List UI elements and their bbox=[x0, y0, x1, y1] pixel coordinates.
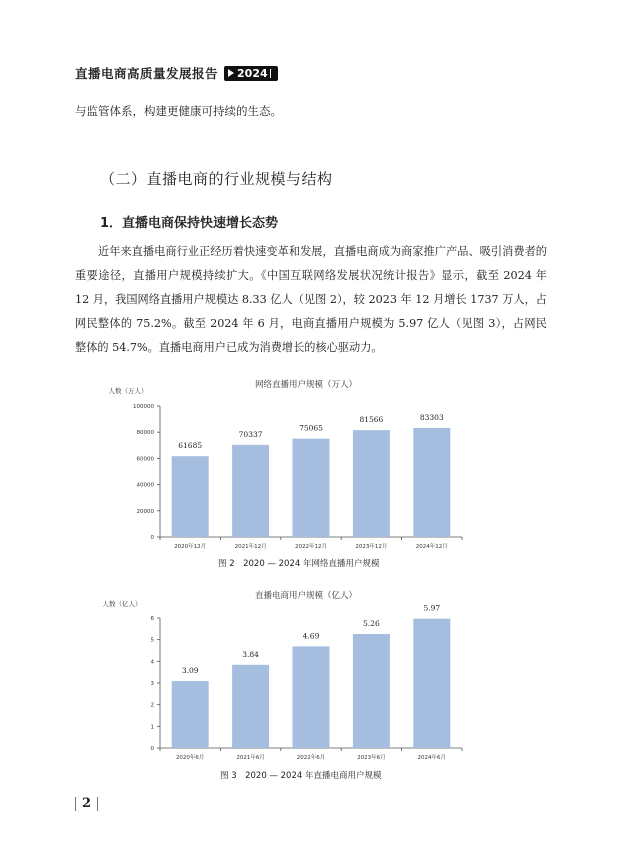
x-tick-label: 2022年12月 bbox=[295, 544, 327, 550]
divider bbox=[97, 797, 98, 811]
bar-value-label: 4.69 bbox=[302, 631, 320, 641]
bar-value-label: 61685 bbox=[178, 441, 203, 451]
x-tick-label: 2020年12月 bbox=[174, 544, 207, 550]
y-tick-label: 4 bbox=[150, 659, 154, 666]
page-number: 2 bbox=[82, 796, 92, 811]
y-tick-label: 100000 bbox=[133, 404, 154, 410]
bar-value-label: 75065 bbox=[299, 423, 323, 433]
y-tick-label: 1 bbox=[150, 724, 154, 731]
x-tick-label: 2024年12月 bbox=[415, 544, 448, 550]
y-tick-label: 0 bbox=[150, 535, 154, 541]
divider bbox=[75, 797, 76, 811]
bar-value-label: 70337 bbox=[238, 429, 263, 439]
y-axis-label: 人数（万人） bbox=[108, 387, 148, 395]
bar-value-label: 5.97 bbox=[423, 603, 441, 613]
bar bbox=[413, 619, 450, 748]
year-badge-text: 2024 bbox=[237, 66, 268, 80]
y-tick-label: 20000 bbox=[136, 508, 154, 515]
y-axis-label: 人数（亿人） bbox=[102, 600, 142, 608]
report-title: 直播电商高质量发展报告 bbox=[75, 66, 219, 81]
bar-value-label: 3.09 bbox=[181, 666, 199, 676]
bar-value-label: 83303 bbox=[419, 412, 444, 422]
x-tick-label: 2020年6月 bbox=[175, 755, 205, 761]
x-tick-label: 2021年12月 bbox=[234, 544, 267, 550]
y-tick-label: 3 bbox=[150, 681, 154, 687]
x-tick-label: 2021年6月 bbox=[236, 755, 265, 761]
y-tick-label: 0 bbox=[150, 746, 154, 752]
chart-title: 网络直播用户规模（万人） bbox=[254, 380, 358, 390]
x-tick-label: 2023年6月 bbox=[357, 755, 386, 761]
y-tick-label: 80000 bbox=[136, 430, 154, 437]
y-tick-label: 2 bbox=[150, 702, 154, 709]
y-tick-label: 40000 bbox=[136, 482, 154, 489]
intro-line: 与监管体系，构建更健康可持续的生态。 bbox=[75, 104, 282, 118]
section-title: （二）直播电商的行业规模与结构 bbox=[100, 170, 333, 188]
x-tick-label: 2023年12月 bbox=[355, 544, 388, 550]
bar bbox=[293, 646, 330, 748]
paragraph-text: 近年来直播电商行业正经历着快速变革和发展，直播电商成为商家推广产品、吸引消费者的重要途径，直播用户规模持续扩大。《中国互联网络发展状况统计报告》显示，截至 2024 年 12 月，我国网络直播用户规模达 8.33 亿人（见图 2），较 2023 年 12 月增长 1737 万人，占网民整体的 75.2%。截至 2024 年 6 月，电商直播用户规模为 5.97 亿人（见图 3），占网民整体的 54.7%。直播电商用户已成为消费增长的核心驱动力。 bbox=[75, 245, 547, 354]
bar-value-label: 81566 bbox=[359, 415, 384, 425]
x-tick-label: 2022年6月 bbox=[296, 755, 326, 761]
bar-value-label: 5.26 bbox=[363, 619, 380, 629]
chart-title: 直播电商用户规模（亿人） bbox=[254, 591, 358, 601]
bar-value-label: 3.84 bbox=[242, 649, 259, 659]
y-tick-label: 60000 bbox=[136, 456, 154, 463]
y-tick-label: 6 bbox=[150, 616, 154, 622]
y-tick-label: 5 bbox=[150, 637, 154, 644]
x-tick-label: 2024年6月 bbox=[417, 755, 447, 761]
bar bbox=[353, 634, 390, 748]
figure-3-caption: 图 3 2020 — 2024 年直播电商用户规模 bbox=[220, 771, 382, 781]
bar bbox=[172, 681, 209, 748]
subsection-title: 1．直播电商保持快速增长态势 bbox=[100, 216, 279, 231]
page-number-block bbox=[75, 796, 98, 811]
bar bbox=[232, 665, 269, 748]
figure-2-caption: 图 2 2020 — 2024 年网络直播用户规模 bbox=[218, 559, 380, 569]
